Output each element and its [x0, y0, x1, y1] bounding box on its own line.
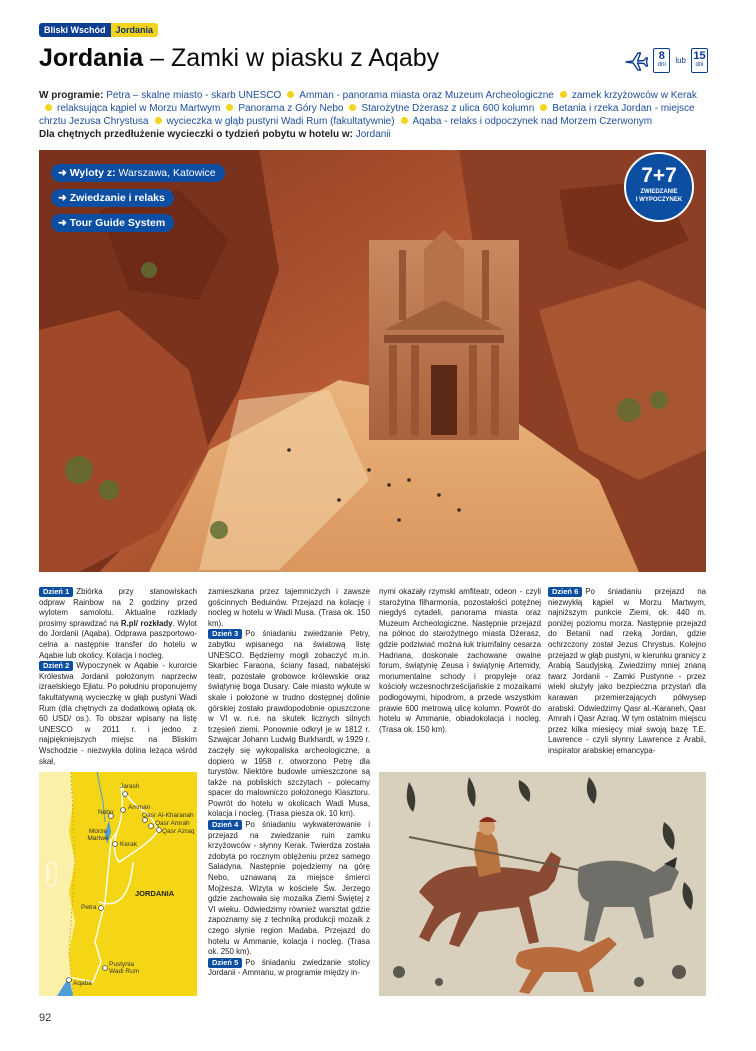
- bullet-icon: [226, 104, 233, 111]
- day-1-label: Dzień 1: [39, 587, 73, 597]
- day-4-paragraph: Dzień 4 Po śniadaniu wykwaterowanie i przejazd na zwiedzanie ruin zamku krzyżowców - słynny Kerak. Twierdza została zdobyta po rocznym oblężeniu przez samego Saladyna. Następnie pojedziemy na górę Nebo, uznawaną za miejsce śmierci Mojżesza. Wizyta w kościele Św. Jerzego gdzie zachowała się mozaika Ziemi Świętej z VI wieku. Odwiedzimy również warsztat gdzie zapoznamy się z techniką produkcji mozaik z czego słynie region Madaba. Przejazd do hotelu w Ammanie, kolacja i nocleg. (Trasa ok. 250 km).: [208, 820, 370, 957]
- map-city-aqaba: Aqaba: [73, 980, 92, 987]
- bullet-icon: [45, 104, 52, 111]
- trip-duration: [624, 48, 708, 73]
- plane-icon: [624, 51, 648, 71]
- itinerary-column-4: [548, 587, 706, 767]
- breadcrumb-region[interactable]: Bliski Wschód: [39, 23, 111, 37]
- program-item: Amman - panorama miasta oraz Muzeum Archeologiczne: [299, 90, 554, 101]
- itinerary-column-1: [39, 587, 197, 767]
- day-4-label: Dzień 4: [208, 820, 242, 830]
- program-label: W programie:: [39, 90, 104, 101]
- program-item: Aqaba - relaks i odpoczynek nad Morzem Czerwonym: [412, 116, 653, 127]
- day-3-paragraph: Dzień 3 Po śniadaniu zwiedzanie Petry, zabytku wpisanego na światową listę UNESCO. Będziemy mogli zobaczyć m.in. Skarbiec Faraona, ściany fasad, nabatejski teatr, pozostałe grobowce królewskie oraz świątynię boga Dusary. Całe miasto wykute w skale i położone w trudno dostępnej dolinie górskiej zostało prawdopodobnie opuszczone w VI w. n.e. na skutek licznych silnych trzęsień ziemi. Ponownie odkrył je w 1812 r. Szwajcar Johann Ludwig Burkhardt, w 1929 r. zaczęły się wykopaliska archeologiczne, a dopiero w 1958 r. otworzono Petrę dla turystów. Niektóre budowle umieszczone są także na pobliskich szczytach - polecamy spacer do malowniczo położonego Klasztoru. Powrót do hotelu w okolicach Wadi Musa, kolacja i nocleg. (Trasa piesza ok. 10 km).: [208, 629, 370, 819]
- program-list: [39, 89, 719, 141]
- program-item: zamek krzyżowców w Kerak: [571, 90, 697, 101]
- extension-note: [39, 129, 391, 140]
- breadcrumb: [39, 23, 158, 37]
- program-item: wycieczka w głąb pustyni Wadi Rum (fakultatywnie): [166, 116, 395, 127]
- day-2-continued: zamieszkana przez tajemniczych i zawsze gościnnych Beduinów. Przejazd na kolację i nocleg w hotelu w Wadi Musa. (Trasa ok. 150 km).: [208, 587, 370, 628]
- title-country: Jordania: [39, 44, 144, 72]
- day-1-paragraph: Dzień 1 Zbiórka przy stanowiskach odpraw Rainbow na 2 godziny przed wylotem samolotu. Aktualne rozkłady prosimy sprawdzać na R.pl/ rozkłady. Wylot do Jordanii (Aqaba). Odprawa paszportowo-celna a następnie transfer do hotelu w Aqabie lub okolicy. Kolacja i nocleg.: [39, 587, 197, 660]
- map-city-amman: Amman: [128, 804, 151, 811]
- schedule-link[interactable]: R.pl/ rozkłady: [120, 618, 173, 628]
- page-number: 92: [39, 1012, 52, 1024]
- day-6-paragraph: Dzień 6 Po śniadaniu przejazd na niezwykłą kąpiel w Morzu Martwym, najniższym punkcie Ziemi, ok. 440 m. poniżej poziomu morza. Następnie przejazd do Betanii nad rzeką Jordan, gdzie ochrzczony został Jezus Chrystus. Kolejno przejazd w głąb pustyni, w kierunku granicy z Arabią Saudyjską. Zwiedzimy mniej znaną twarz Jordanii - Zamki Pustynne - przez wieki służyły jako bezpieczna przystań dla karawan przemierzających półwysep arabski. Odwiedzimy Qasr al.-Karaneh, Qasr Amrah i Qasr Azraq. W tym ostatnim miejscu przez kilka miesięcy miał swoją bazę T.E. Lawrence - czyli słynny Lawrence z Arabii, inspirator arabskiej emancypa-: [548, 587, 706, 755]
- itinerary-column-3: [379, 587, 541, 767]
- page-title: [39, 44, 439, 73]
- bullet-icon: [560, 91, 567, 98]
- badge-7-plus-7: 7+7 ZWIEDZANIE I WYPOCZYNEK: [624, 152, 694, 222]
- trip-tags: [51, 164, 225, 232]
- map-neighbor-label: Izrael: [46, 866, 53, 881]
- map-wadi-rum: Pustynia Wadi Rum: [109, 961, 140, 975]
- map-city-qasr-amrah: Qasr Amrah: [155, 820, 190, 827]
- extension-label: Dla chętnych przedłużenie wycieczki o tydzień pobytu w hotelu w:: [39, 129, 353, 140]
- program-item: Petra – skalne miasto - skarb UNESCO: [106, 90, 282, 101]
- map-city-kerak: Kerak: [120, 841, 137, 848]
- duration-15-days[interactable]: 15 dni: [691, 48, 708, 73]
- bullet-icon: [287, 91, 294, 98]
- tag-trip-style[interactable]: ➜ Zwiedzanie i relaks: [51, 189, 174, 207]
- map-city-qasr-azraq: Qasr Azraq: [162, 828, 195, 835]
- map-city-jarash: Jarash: [120, 783, 140, 790]
- map-city-petra: Petra: [81, 904, 97, 911]
- map-city-qasr-kharanah: Qasr Al-Kharanah: [142, 812, 194, 819]
- mosaic-photo: [379, 772, 706, 996]
- day-5-paragraph: Dzień 5 Po śniadaniu zwiedzanie stolicy Jordanii - Ammanu, w programie między in-: [208, 957, 370, 978]
- hero-photo-petra: [39, 150, 706, 572]
- map-country-label: JORDANIA: [135, 889, 175, 898]
- route-map: [39, 772, 197, 996]
- program-item: relaksująca kąpiel w Morzu Martwym: [57, 103, 221, 114]
- duration-or: lub: [675, 56, 686, 65]
- map-city-nebo: Nebo: [98, 809, 114, 816]
- duration-8-days[interactable]: 8 dni: [653, 48, 670, 73]
- extension-value[interactable]: Jordanii: [355, 129, 391, 140]
- program-item: Betania i rzeka Jordan - miejsce chrztu Jezusa Chrystusa: [39, 103, 695, 127]
- tag-tour-guide-system[interactable]: ➜ Tour Guide System: [51, 214, 174, 232]
- tag-departures[interactable]: ➜ Wyloty z: Warszawa, Katowice: [51, 164, 225, 182]
- title-subtitle: – Zamki w piasku z Aqaby: [143, 44, 440, 72]
- bullet-icon: [349, 104, 356, 111]
- bullet-icon: [540, 104, 547, 111]
- program-item: Panorama z Góry Nebo: [238, 103, 344, 114]
- day-5-continued: nymi okazały rzymski amfiteatr, odeon - czyli starożytna filharmonia, pozostałości potężnej niegdyś cytadeli, panorama miasta oraz Muzeum Archeologiczne. Następnie przejazd na północ do starożytnego miasta Dżerasz, gdzie podziwiać można łuk triumfalny cesarza Hadriana, doskonale zachowane owalne forum, świątynię Zeusa i świątynię Artemidy, monumentalne schody i propyleje oraz kościoły wczesnochrześcijańskie z mozaikami podłogowymi, hipodrom, a przede wszystkim prawie 600 metrową ulicę kolumn. Powrót do hotelu w Ammanie, obiadokolacja i nocleg. (Trasa ok. 150 km).: [379, 587, 541, 734]
- program-item: Starożytne Dżerasz z ulica 600 kolumn: [361, 103, 535, 114]
- day-6-label: Dzień 6: [548, 587, 582, 597]
- itinerary-column-2: [208, 587, 370, 1003]
- day-3-label: Dzień 3: [208, 629, 242, 639]
- map-dead-sea: Morze Martwe: [87, 828, 109, 842]
- mosaic-hunting-scene: [379, 772, 706, 996]
- breadcrumb-country[interactable]: Jordania: [111, 23, 159, 37]
- day-5-label: Dzień 5: [208, 958, 242, 968]
- bullet-icon: [155, 117, 162, 124]
- day-2-label: Dzień 2: [39, 661, 73, 671]
- bullet-icon: [401, 117, 408, 124]
- day-2-paragraph: Dzień 2 Wypoczynek w Aqabie - kurorcie Królestwa Jordanii położonym naprzeciw izraelskiego Ejlatu. Po południu proponujemy fakultatywną wycieczkę w głąb pustyni Wadi Rum (dla chętnych za dodatkową opłatą ok. 60 USD/ os.). To obszar wpisany na listę UNESCO w 2011 r. i jedno z najpiękniejszych miejsc na Bliskim Wschodzie - niezwykła dolina leżąca wśród skał,: [39, 661, 197, 766]
